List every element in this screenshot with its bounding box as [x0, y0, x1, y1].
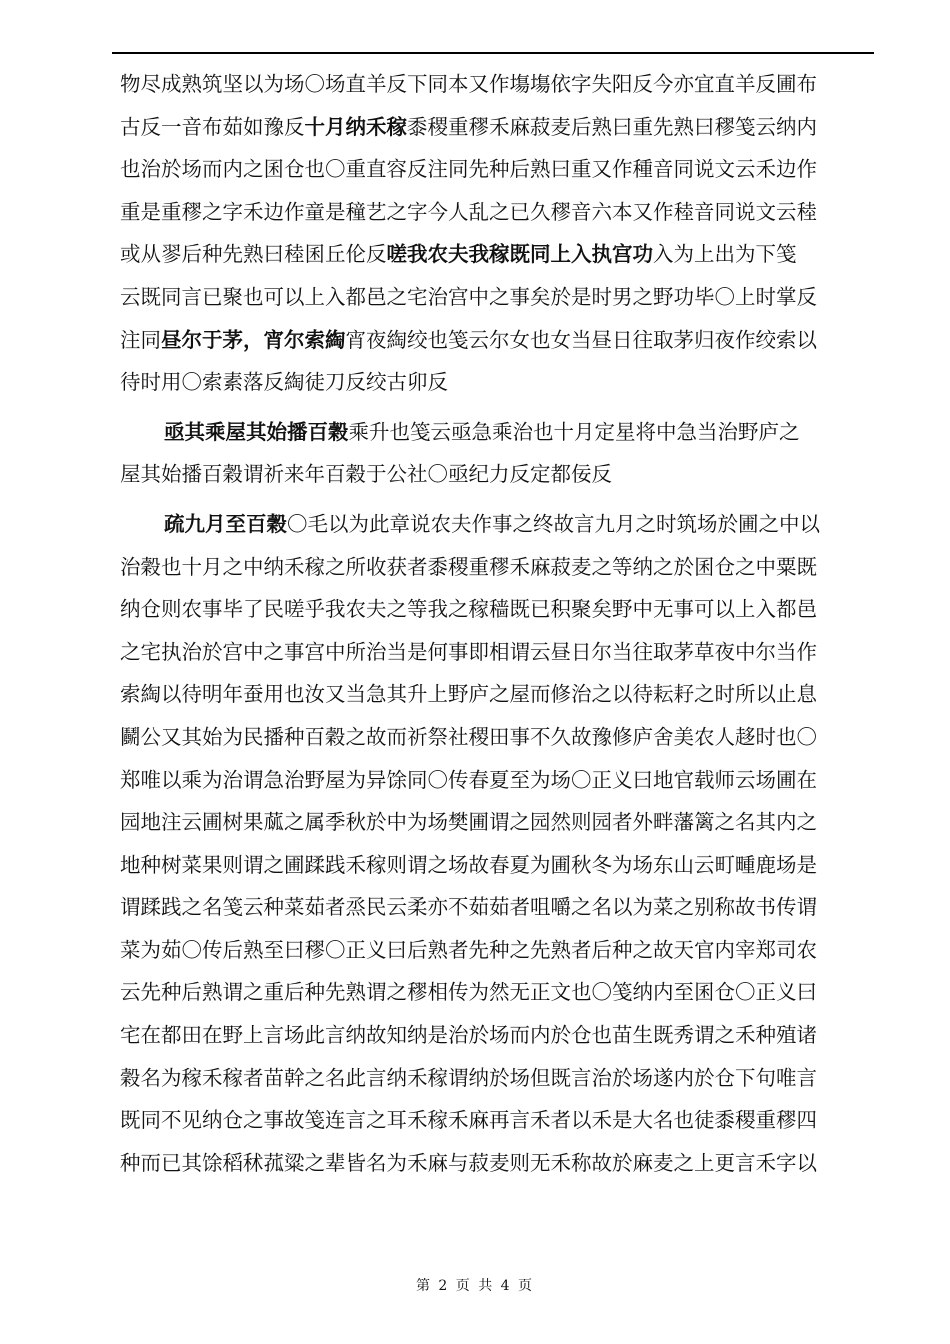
text-line — [120, 971, 868, 1014]
commentary-text: 云既同言已聚也可以上入都邑之宅治宫中之事矣於是时男之野功毕〇上时掌反 — [120, 284, 817, 309]
commentary-text: 之宅执治於宫中之事宫中所治当是何事即相谓云昼日尔当往取茅草夜中尔当作 — [120, 639, 817, 664]
verse-text: 十月纳禾稼 — [304, 114, 407, 139]
text-line — [120, 319, 868, 362]
text-line — [120, 1142, 868, 1185]
commentary-text: 菜为茹〇传后熟至曰穋〇正义曰后熟者先种之先熟者后种之故天官内宰郑司农 — [120, 937, 817, 962]
commentary-text: 鬬公又其始为民播种百穀之故而祈祭社稷田事不久故豫修庐舍美农人趍时也〇 — [120, 724, 817, 749]
commentary-text: 种而已其馀稻秫菰粱之辈皆名为禾麻与菽麦则无禾称故於麻麦之上更言禾字以 — [120, 1150, 817, 1175]
commentary-text: 地种树菜果则谓之圃蹂践禾稼则谓之场故春夏为圃秋冬为场东山云町畽鹿场是 — [120, 852, 817, 877]
commentary-text: 待时用〇索素落反綯徒刀反绞古卯反 — [120, 370, 448, 395]
text-line — [120, 716, 868, 759]
commentary-text: 索綯以待明年蚕用也汝又当急其升上野庐之屋而修治之以待耘耔之时所以止息 — [120, 682, 817, 707]
commentary-text: 也治於场而内之囷仓也〇重直容反注同先种后熟曰重又作種音同说文云禾边作 — [120, 157, 817, 182]
commentary-text: 或从翏后种先熟曰稑囷丘伦反 — [120, 242, 387, 267]
commentary-text: 重是重穋之字禾边作童是穜艺之字今人乱之已久穋音六本又作稑音同说文云稑 — [120, 199, 817, 224]
commentary-text: 〇毛以为此章说农夫作事之终故言九月之时筑场於圃之中以 — [287, 511, 820, 536]
document-body — [120, 63, 868, 1184]
text-line — [120, 844, 868, 887]
commentary-text: 谓蹂践之名笺云种菜茹者烝民云柔亦不茹茹者咀嚼之名以为菜之别称故书传谓 — [120, 895, 817, 920]
commentary-text: 黍稷重穋禾麻菽麦后熟曰重先熟曰穋笺云纳内 — [407, 114, 817, 139]
commentary-text: 宅在都田在野上言场此言纳故知纳是治於场而内於仓也苗生既秀谓之禾种殖诸 — [120, 1023, 817, 1048]
commentary-text: 物尽成熟筑坚以为场〇场直羊反下同本又作塲塲依字失阳反今亦宜直羊反圃布 — [120, 72, 817, 96]
text-line — [120, 106, 868, 149]
text-line — [120, 929, 868, 972]
text-line — [120, 191, 868, 234]
page-footer: 第 2 页 共 4 页 — [415, 1278, 535, 1294]
commentary-text: 入为上出为下笺 — [653, 242, 797, 267]
commentary-text: 注同 — [120, 327, 161, 352]
text-line — [120, 1014, 868, 1057]
verse-text: 疏九月至百穀 — [164, 511, 287, 536]
verse-text: 嗟我农夫我稼既同上入执宫功 — [386, 242, 653, 267]
commentary-text: 宵夜綯绞也笺云尔女也女当昼日往取茅归夜作绞索以 — [345, 327, 817, 352]
text-line — [120, 546, 868, 589]
text-line — [120, 801, 868, 844]
text-line — [120, 1057, 868, 1100]
commentary-text: 郑唯以乘为治谓急治野屋为异馀同〇传春夏至为场〇正义曰地官载师云场圃在 — [120, 767, 817, 792]
text-line — [120, 759, 868, 802]
commentary-text: 云先种后熟谓之重后种先熟谓之穋相传为然无正文也〇笺纳内至囷仓〇正义曰 — [120, 980, 817, 1005]
header-rule — [112, 52, 874, 54]
text-line — [120, 361, 868, 404]
commentary-text: 乘升也笺云亟急乘治也十月定星将中急当治野庐之 — [348, 419, 800, 444]
text-line — [120, 453, 868, 496]
commentary-text: 屋其始播百穀谓祈来年百穀于公社〇亟纪力反定都佞反 — [120, 462, 612, 487]
text-line — [120, 63, 868, 106]
verse-text: 昼尔于茅，宵尔索綯 — [161, 327, 346, 352]
commentary-text: 既同不见纳仓之事故笺连言之耳禾稼禾麻再言禾者以禾是大名也徒黍稷重穋四 — [120, 1108, 817, 1133]
commentary-text: 穀名为稼禾稼者苗幹之名此言纳禾稼谓纳於场但既言治於场遂内於仓下句唯言 — [120, 1065, 817, 1090]
text-line — [120, 886, 868, 929]
commentary-text: 园地注云圃树果蓏之属季秋於中为场樊圃谓之园然则园者外畔藩篱之名其内之 — [120, 810, 817, 835]
text-line — [120, 233, 868, 276]
commentary-text: 古反一音布茹如豫反 — [120, 114, 305, 139]
text-line — [120, 1099, 868, 1142]
commentary-text: 纳仓则农事毕了民嗟乎我农夫之等我之稼穑既已积聚矣野中无事可以上入都邑 — [120, 597, 817, 622]
text-line — [120, 631, 868, 674]
text-line — [120, 588, 868, 631]
text-line — [120, 276, 868, 319]
text-line — [120, 148, 868, 191]
commentary-text: 治穀也十月之中纳禾稼之所收获者黍稷重穋禾麻菽麦之等纳之於囷仓之中粟既 — [120, 554, 817, 579]
text-line — [120, 411, 868, 454]
verse-text: 亟其乘屋其始播百穀 — [164, 419, 349, 444]
text-line — [120, 503, 868, 546]
text-line — [120, 673, 868, 716]
